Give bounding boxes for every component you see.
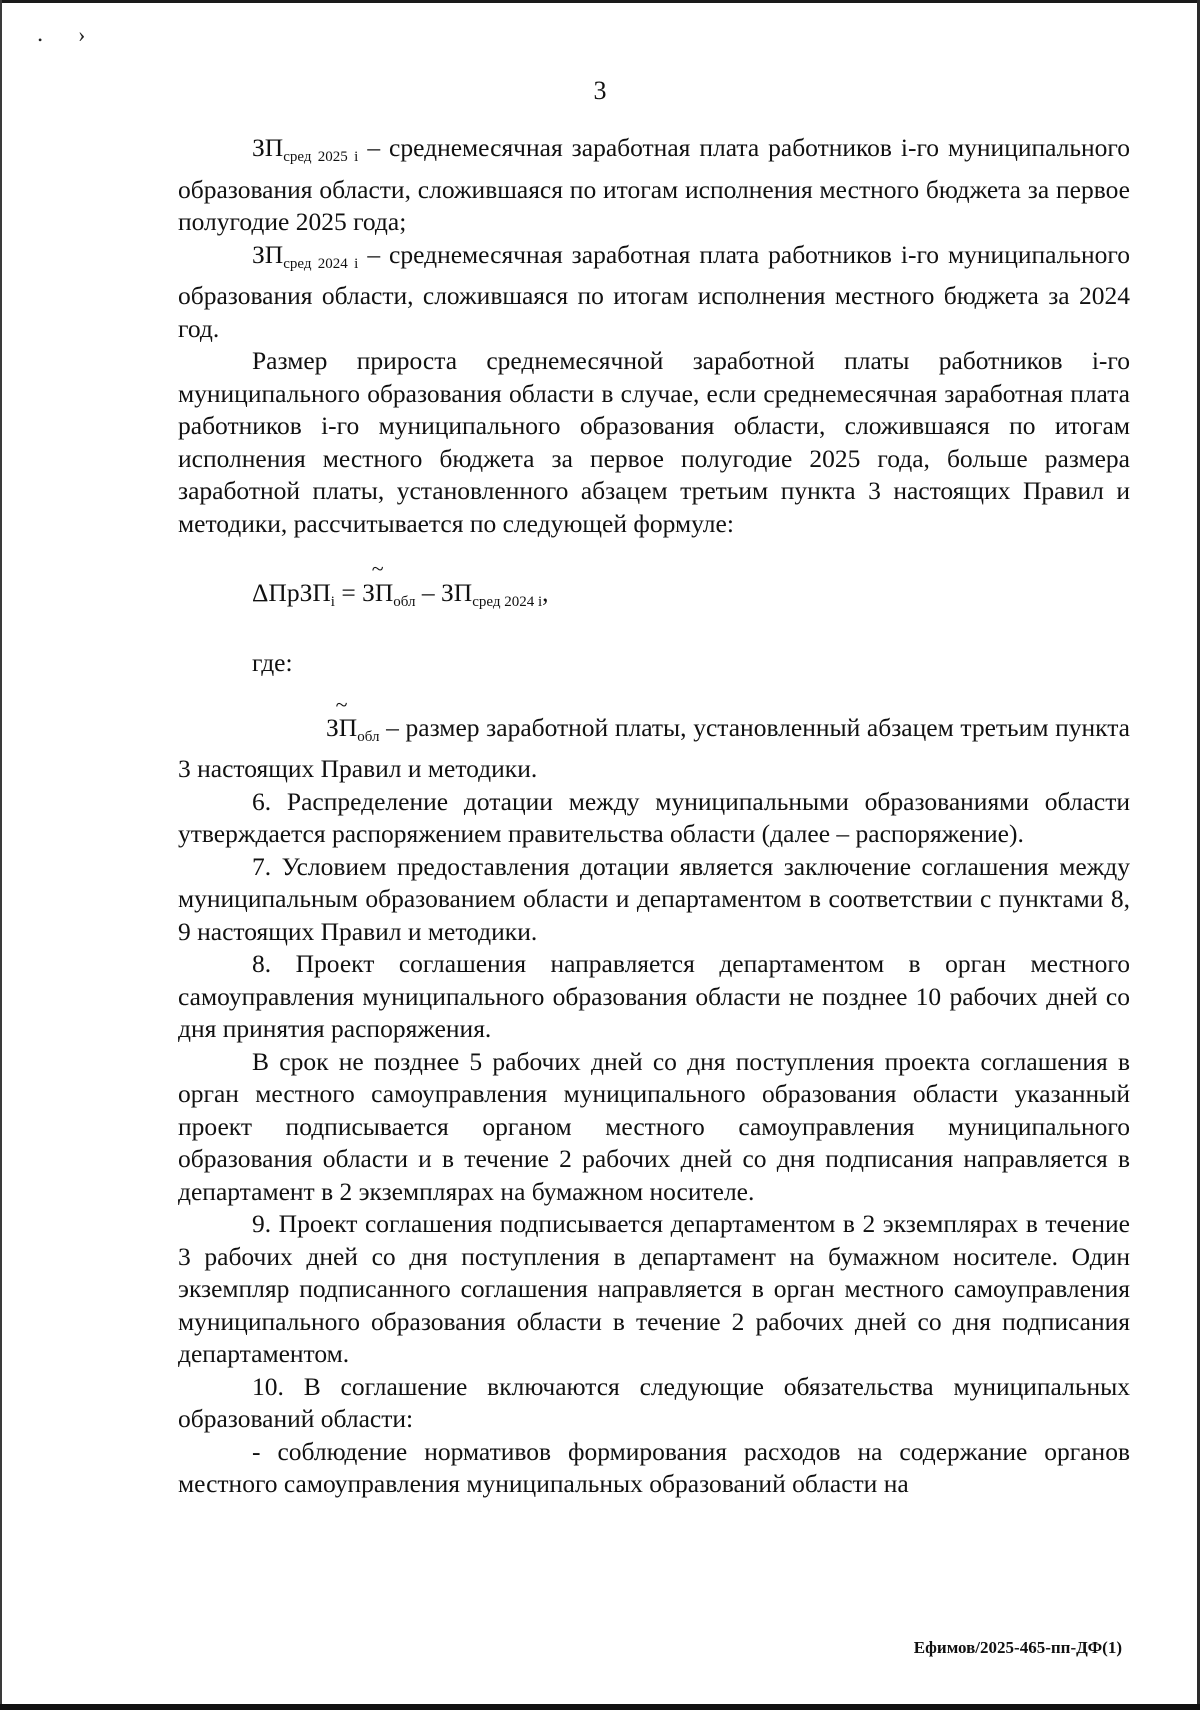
- paragraph-text: – среднемесячная заработная плата работников i-го муниципального образования области, сложившаяся по итогам исполнения местного бюджета за первое полугодие 2025 года;: [178, 133, 1131, 236]
- paragraph-10-item: - соблюдение нормативов формирования расходов на содержание органов местного самоуправления муниципальных образований области на: [178, 1436, 1130, 1498]
- formula-term-zp-obl: [362, 576, 393, 610]
- formula-term-text: ЗП: [362, 578, 394, 607]
- paragraph-growth-size: Размер прироста среднемесячной заработной платы работников i-го муниципального образования области в случае, если среднемесячная заработная плата работников i-го муниципального образования области, сложившаяся по итогам исполнения местного бюджета за первое полугодие 2025 года, больше размера заработной платы, установленного абзацем третьим пункта 3 настоящих Правил и методики, рассчитывается по следующей формуле:: [178, 346, 1130, 538]
- paragraph-text: – среднемесячная заработная плата работников i-го муниципального образования области, сложившаяся по итогам исполнения местного бюджета за 2024 год.: [178, 239, 1131, 343]
- scan-edge-top: [0, 0, 1200, 3]
- formula-term-subscript: сред 2024 i: [472, 594, 543, 610]
- formula-equals: =: [334, 578, 363, 607]
- symbol-zp: ЗП: [252, 239, 284, 269]
- definition-symbol-text: ЗП: [326, 712, 358, 742]
- scan-speck: •: [38, 33, 43, 47]
- paragraph-6: 6. Распределение дотации между муниципальными образованиями области утверждается распоряжением правительства области (далее – распоряжение).: [178, 786, 1130, 848]
- formula: [252, 576, 1130, 619]
- paragraph-definition: [178, 712, 1130, 786]
- document-body: [178, 132, 1130, 1501]
- page-number: 3: [593, 76, 607, 105]
- formula-term-subscript: обл: [393, 594, 416, 610]
- symbol-subscript: сред 2024 i: [283, 255, 359, 272]
- paragraph-10: 10. В соглашение включаются следующие обязательства муниципальных образований области:: [178, 1371, 1130, 1433]
- symbol-subscript: сред 2025 i: [283, 149, 359, 165]
- symbol-zp: ЗП: [252, 133, 284, 162]
- paragraph-9: 9. Проект соглашения подписывается департаментом в 2 экземплярах в течение 3 рабочих дней со дня поступления в департамент на бумажном носителе. Один экземпляр подписанного соглашения направляется в орган местного самоуправления муниципального образования области в течение 2 рабочих дней со дня подписания департаментом.: [178, 1209, 1130, 1368]
- paragraph-zp-2025: [178, 132, 1130, 239]
- scan-edge-left: [0, 0, 2, 1710]
- formula-minus: –: [415, 578, 442, 607]
- formula-tail: ,: [542, 578, 549, 607]
- formula-lhs: ΔПрЗП: [252, 578, 331, 607]
- formula-term-zp-sred: ЗП: [441, 578, 473, 607]
- paragraph-text: – размер заработной платы, установленный абзацем третьим пункта 3 настоящих Правил и методики.: [178, 712, 1130, 783]
- scan-speck: ›: [78, 22, 86, 47]
- paragraph-8-continued: В срок не позднее 5 рабочих дней со дня поступления проекта соглашения в орган местного самоуправления муниципального образования области указанный проект подписывается органом местного самоуправления муниципального образования области и в течение 2 рабочих дней со дня подписания направляется в департамент в 2 экземплярах на бумажном носителе.: [178, 1046, 1130, 1206]
- definition-symbol: [252, 712, 357, 745]
- paragraph-7: 7. Условием предоставления дотации является заключение соглашения между муниципальным образованием области и департаментом в соответствии с пунктами 8, 9 настоящих Правил и методики.: [178, 851, 1130, 946]
- scan-edge-bottom: [0, 1704, 1200, 1710]
- where-label: где:: [252, 648, 293, 677]
- paragraph-8: 8. Проект соглашения направляется департаментом в орган местного самоуправления муниципального образования области не позднее 10 рабочих дней со дня принятия распоряжения.: [178, 949, 1130, 1043]
- definition-symbol-subscript: обл: [357, 728, 380, 745]
- paragraph-zp-2024: [178, 239, 1130, 346]
- document-reference: Ефимов/2025-465-пп-ДФ(1): [913, 1638, 1122, 1657]
- formula-lhs-subscript: i: [330, 594, 335, 610]
